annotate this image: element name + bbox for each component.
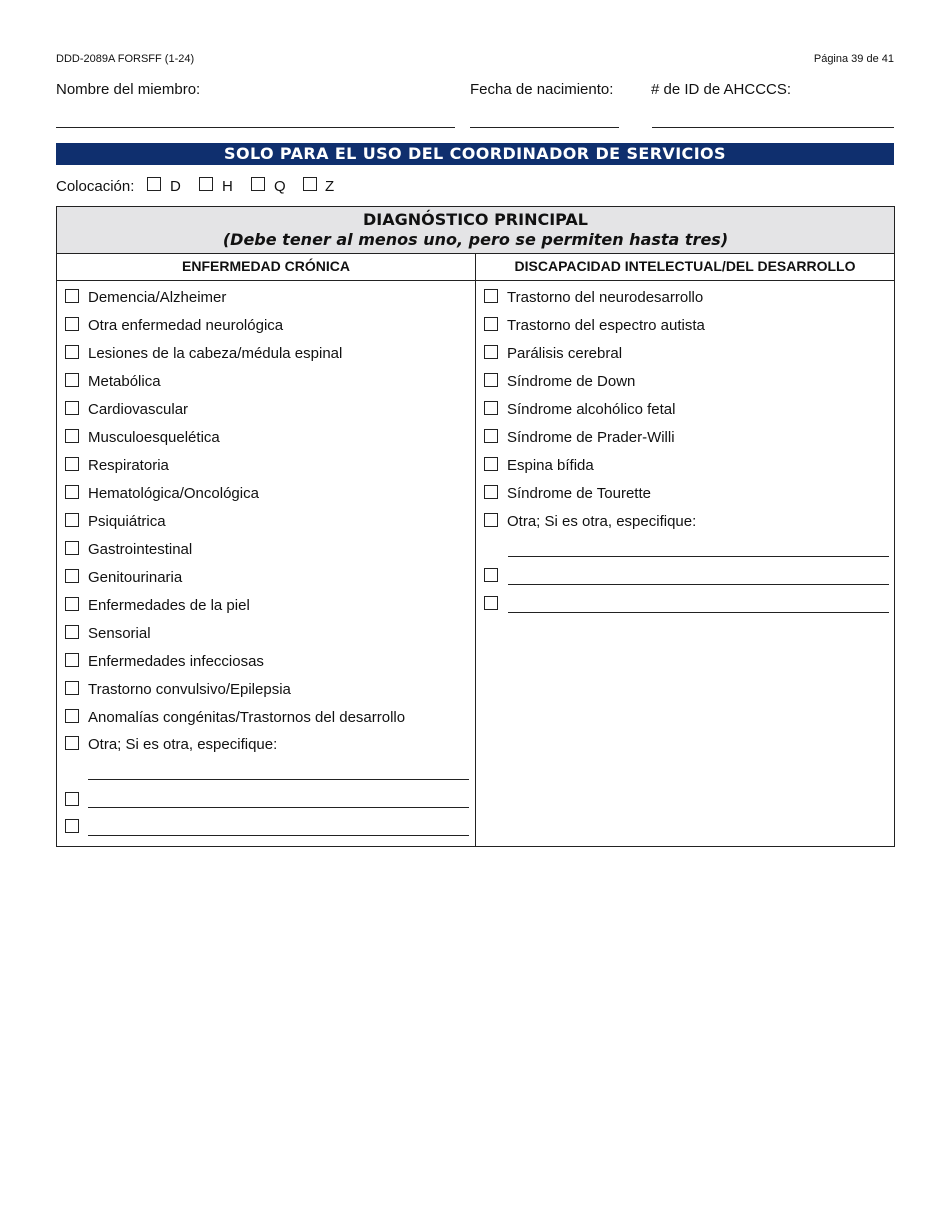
checkbox[interactable] [484,485,498,499]
checkbox[interactable] [65,709,79,723]
diagnosis-table [56,206,895,847]
placement-option-h: H [222,178,233,195]
item-label: Gastrointestinal [88,541,193,558]
item-label: Enfermedades de la piel [88,597,250,614]
item-label: Síndrome de Prader-Willi [507,429,675,446]
placement-checkbox-z[interactable] [303,177,317,191]
checkbox[interactable] [65,653,79,667]
checkbox[interactable] [484,345,498,359]
checkbox[interactable] [65,457,79,471]
checkbox[interactable] [65,541,79,555]
diagnosis-table-header [57,207,894,254]
dob-field[interactable] [470,127,619,128]
checkbox[interactable] [65,429,79,443]
item-label: Otra enfermedad neurológica [88,317,284,334]
chronic-extra-checkbox[interactable] [65,792,79,806]
idd-other-specify-line[interactable] [508,556,889,557]
checkbox[interactable] [484,457,498,471]
diagnosis-title: DIAGNÓSTICO PRINCIPAL [363,210,588,229]
checkbox[interactable] [65,625,79,639]
chronic-extra-line[interactable] [88,835,469,836]
item-label: Anomalías congénitas/Trastornos del desarrollo [88,709,406,726]
form-id: DDD-2089A FORSFF (1-24) [56,53,195,65]
checkbox[interactable] [65,289,79,303]
checkbox[interactable] [484,289,498,303]
chronic-extra-checkbox[interactable] [65,819,79,833]
checkbox[interactable] [65,317,79,331]
item-label: Lesiones de la cabeza/médula espinal [88,345,343,362]
checkbox[interactable] [65,485,79,499]
item-label: Trastorno del espectro autista [507,317,705,334]
ahcccs-id-label: # de ID de AHCCCS: [651,81,792,98]
idd-extra-checkbox[interactable] [484,596,498,610]
placement-checkbox-h[interactable] [199,177,213,191]
checkbox[interactable] [484,373,498,387]
item-label: Genitourinaria [88,569,183,586]
item-label: Síndrome de Tourette [507,485,651,502]
checkbox[interactable] [65,513,79,527]
idd-extra-line[interactable] [508,612,889,613]
item-label: Parálisis cerebral [507,345,623,362]
placement-option-d: D [170,178,181,195]
member-name-label: Nombre del miembro: [56,81,201,98]
item-label: Enfermedades infecciosas [88,653,264,670]
item-label: Trastorno convulsivo/Epilepsia [88,681,291,698]
idd-column-header: DISCAPACIDAD INTELECTUAL/DEL DESARROLLO [476,253,894,281]
column-divider [475,253,476,846]
checkbox[interactable] [65,373,79,387]
item-label: Sensorial [88,625,151,642]
item-label: Espina bífida [507,457,594,474]
chronic-column-header: ENFERMEDAD CRÓNICA [57,253,475,281]
item-label: Otra; Si es otra, especifique: [88,736,278,753]
placement-label: Colocación: [56,178,135,195]
diagnosis-subtitle: (Debe tener al menos uno, pero se permiten hasta tres) [222,230,729,249]
checkbox[interactable] [484,513,498,527]
item-label: Metabólica [88,373,161,390]
checkbox[interactable] [65,569,79,583]
idd-extra-checkbox[interactable] [484,568,498,582]
checkbox[interactable] [65,681,79,695]
checkbox[interactable] [65,401,79,415]
placement-checkbox-q[interactable] [251,177,265,191]
item-label: Otra; Si es otra, especifique: [507,513,697,530]
section-banner: SOLO PARA EL USO DEL COORDINADOR DE SERVICIOS [56,143,894,165]
ahcccs-id-field[interactable] [652,127,894,128]
item-label: Respiratoria [88,457,169,474]
dob-label: Fecha de nacimiento: [470,81,614,98]
placement-option-z: Z [325,178,335,195]
checkbox[interactable] [484,429,498,443]
checkbox[interactable] [484,317,498,331]
placement-checkbox-d[interactable] [147,177,161,191]
page-number: Página 39 de 41 [813,53,894,65]
item-label: Psiquiátrica [88,513,166,530]
placement-option-q: Q [274,178,286,195]
idd-extra-line[interactable] [508,584,889,585]
item-label: Cardiovascular [88,401,189,418]
item-label: Trastorno del neurodesarrollo [507,289,704,306]
chronic-extra-line[interactable] [88,807,469,808]
item-label: Demencia/Alzheimer [88,289,227,306]
item-label: Síndrome de Down [507,373,636,390]
chronic-other-specify-line[interactable] [88,779,469,780]
checkbox[interactable] [65,597,79,611]
checkbox[interactable] [484,401,498,415]
checkbox[interactable] [65,345,79,359]
checkbox[interactable] [65,736,79,750]
item-label: Síndrome alcohólico fetal [507,401,676,418]
member-name-field[interactable] [56,127,455,128]
item-label: Hematológica/Oncológica [88,485,259,502]
item-label: Musculoesquelética [88,429,220,446]
